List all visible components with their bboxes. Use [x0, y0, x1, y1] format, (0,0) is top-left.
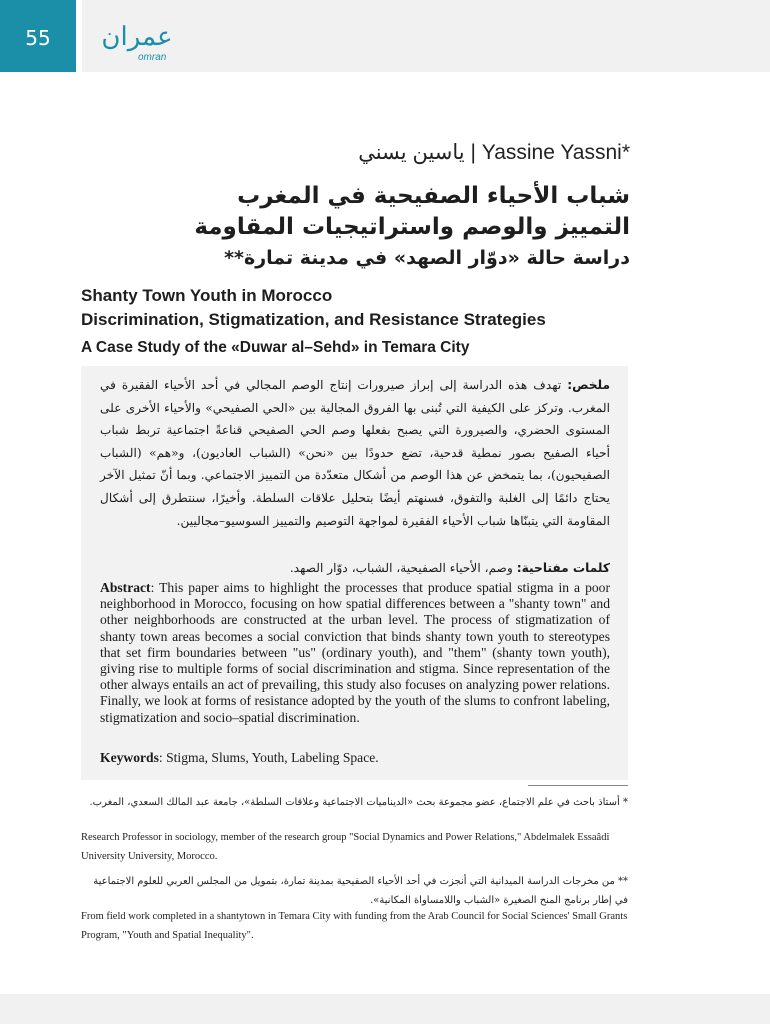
english-title-line-1: Shanty Town Youth in Morocco — [81, 286, 333, 305]
arabic-title-line-3: دراسة حالة «دوّار الصهد» في مدينة تمارة** — [224, 247, 630, 269]
english-abstract-label: Abstract — [100, 580, 151, 595]
arabic-abstract — [100, 374, 610, 532]
author-line: ياسين يسني | Yassine Yassni* — [358, 141, 630, 164]
arabic-title-line-2: التمييز والوصم واستراتيجيات المقاومة — [194, 214, 630, 240]
arabic-keywords — [100, 557, 610, 579]
header-strip — [82, 0, 770, 72]
english-abstract — [100, 580, 610, 726]
arabic-keywords-label: كلمات مفتاحية: — [516, 561, 610, 575]
arabic-keywords-text: وصم، الأحياء الصفيحية، الشباب، دوّار الصهد. — [289, 561, 513, 575]
arabic-title-line-1: شباب الأحياء الصفيحية في المغرب — [237, 183, 630, 209]
footnote-1-english: Research Professor in sociology, member of the research group "Social Dynamics and Power Relations," Abdelmalek Essaâdi University University, Morocco. — [81, 832, 610, 862]
arabic-abstract-label: ملخص: — [567, 378, 611, 392]
english-keywords — [100, 750, 610, 766]
footnote-1-arabic: * أستاذ باحث في علم الاجتماع، عضو مجموعة بحث «الديناميات الاجتماعية وعلاقات السلطة»، جامعة عبد المالك السعدي، المغرب. — [89, 797, 628, 808]
english-keywords-text: : Stigma, Slums, Youth, Labeling Space. — [158, 750, 379, 765]
footnote-2-english: From field work completed in a shantytown in Temara City with funding from the Arab Council for Social Sciences' Small Grants Program, "Youth and Spatial Inequality". — [81, 911, 628, 941]
logo-latin: omran — [138, 52, 167, 63]
logo-arabic: عمران — [101, 22, 173, 52]
page-number-box — [0, 0, 76, 72]
english-keywords-label: Keywords — [100, 750, 159, 765]
footnote-divider — [528, 785, 628, 786]
page-header — [0, 0, 770, 72]
english-abstract-text: : This paper aims to highlight the processes that produce spatial stigma in a poor neighborhood in Morocco, focusing on how spatial differences between a "shanty town" and other neighborhoods are constructed at the urban level. The process of stigmatization of shanty town areas becomes a social conviction that binds shanty town youth to stereotypes that set firm boundaries between "us" (ordinary youth), and "them" (shanty town youth), giving rise to multiple forms of social discrimination and stigma. Since representation of the other always entails an act of prevailing, this study also focuses on analyzing power relations. Finally, we look at forms of resistance adopted by the youth of the slums to confront labeling, stigmatization and socio–spatial discrimination. — [100, 580, 610, 725]
english-title-line-2: Discrimination, Stigmatization, and Resistance Strategies — [81, 310, 546, 329]
arabic-abstract-text: تهدف هذه الدراسة إلى إبراز صيرورات إنتاج الوصم المجالي في أحد الأحياء الفقيرة في المغرب. وتركز على الكيفية التي تُبنى بها الفروق المجالية بين «الحي الصفيحي» والأحياء الأخرى على المستوى الحضري، والصيرورة التي يصبح بفعلها وصم الحي الصفيحي قناعةً اجتماعية تربط شباب أحياء الصفيح بصور نمطية قدحية، تضع حدودًا بين «نحن» (الشباب العاديون)، و«هم» (الشباب الصفيحيون)، بما يتمخض عن هذا الوصم من أشكال متعدّدة من التمييز الاجتماعي. وبما أنّ تمثيل الآخر يحتاج دائمًا إلى الغلبة والتفوق، فسنهتم أيضًا بتحليل علاقات السلطة. وأخيرًا، سنتطرق إلى أشكال المقاومة التي يتبنّاها شباب الأحياء الفقيرة لمواجهة التوصيم والتمييز السوسيو–مجاليين. — [100, 378, 610, 528]
page-footer — [0, 994, 770, 1024]
english-title-line-3: A Case Study of the «Duwar al–Sehd» in Temara City — [81, 339, 470, 356]
page-number: 55 — [25, 26, 51, 50]
journal-logo — [92, 22, 182, 66]
footnote-2-arabic: ** من مخرجات الدراسة الميدانية التي أنجزت في أحد الأحياء الصفيحية بمدينة تمارة، بتمويل من المجلس العربي للعلوم الاجتماعية في إطار برنامج المنح الصغيرة «الشباب واللامساواة المكانية». — [93, 876, 628, 906]
